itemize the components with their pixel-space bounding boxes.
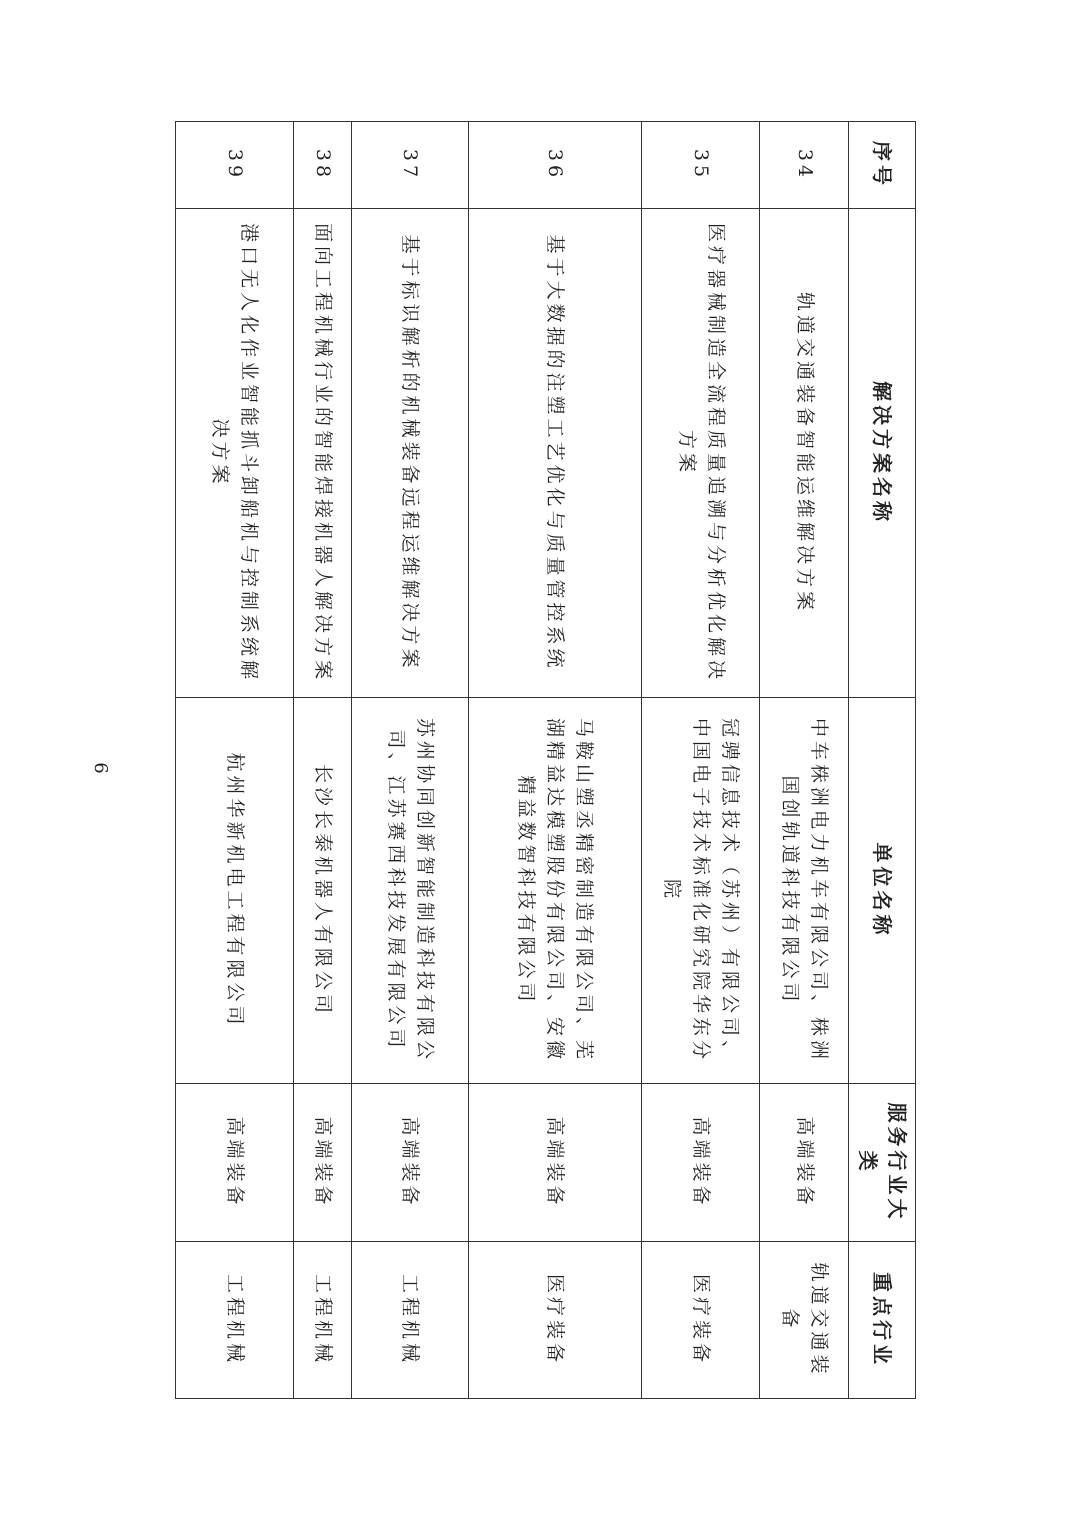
cell-service-category: 高端装备: [760, 1084, 849, 1242]
cell-seq: 37: [351, 122, 468, 209]
header-key-industry: 重点行业: [849, 1242, 916, 1399]
cell-unit-name: 中车株洲电力机车有限公司、株洲国创轨道科技有限公司: [760, 698, 849, 1084]
table-row: [351, 122, 468, 1399]
table-row: [468, 122, 642, 1399]
header-seq: 序号: [849, 122, 916, 209]
cell-key-industry: 轨道交通装备: [760, 1242, 849, 1399]
cell-service-category: 高端装备: [351, 1084, 468, 1242]
cell-service-category: 高端装备: [293, 1084, 351, 1242]
cell-unit-name: 冠骋信息技术（苏州）有限公司、中国电子技术标准化研究院华东分院: [642, 698, 760, 1084]
header-service-category: 服务行业大类: [849, 1084, 916, 1242]
table-row: [293, 122, 351, 1399]
cell-key-industry: 工程机械: [293, 1242, 351, 1399]
cell-solution-name: 港口无人化作业智能抓斗卸船机与控制系统解决方案: [176, 209, 294, 698]
cell-solution-name: 基于标识解析的机械装备远程运维解决方案: [351, 209, 468, 698]
table-row: [760, 122, 849, 1399]
cell-solution-name: 轨道交通装备智能运维解决方案: [760, 209, 849, 698]
table-header-row: [849, 122, 916, 1399]
header-unit-name: 单位名称: [849, 698, 916, 1084]
cell-solution-name: 医疗器械制造全流程质量追溯与分析优化解决方案: [642, 209, 760, 698]
cell-seq: 36: [468, 122, 642, 209]
cell-key-industry: 医疗装备: [642, 1242, 760, 1399]
cell-service-category: 高端装备: [642, 1084, 760, 1242]
page-number: 6: [90, 762, 111, 774]
cell-service-category: 高端装备: [468, 1084, 642, 1242]
solutions-table: [175, 121, 916, 1399]
cell-key-industry: 工程机械: [176, 1242, 294, 1399]
header-solution-name: 解决方案名称: [849, 209, 916, 698]
cell-key-industry: 医疗装备: [468, 1242, 642, 1399]
cell-seq: 34: [760, 122, 849, 209]
cell-key-industry: 工程机械: [351, 1242, 468, 1399]
table-row: [642, 122, 760, 1399]
cell-unit-name: 长沙长泰机器人有限公司: [293, 698, 351, 1084]
cell-solution-name: 面向工程机械行业的智能焊接机器人解决方案: [293, 209, 351, 698]
cell-service-category: 高端装备: [176, 1084, 294, 1242]
cell-solution-name: 基于大数据的注塑工艺优化与质量管控系统: [468, 209, 642, 698]
table-row: [176, 122, 294, 1399]
cell-seq: 39: [176, 122, 294, 209]
cell-unit-name: 杭州华新机电工程有限公司: [176, 698, 294, 1084]
cell-unit-name: 马鞍山塑丞精密制造有限公司、芜湖精益达模塑股份有限公司、安徽精益数智科技有限公司: [468, 698, 642, 1084]
rotated-table-container: [175, 121, 916, 1398]
cell-seq: 38: [293, 122, 351, 209]
cell-unit-name: 苏州协同创新智能制造科技有限公司、江苏赛西科技发展有限公司: [351, 698, 468, 1084]
cell-seq: 35: [642, 122, 760, 209]
